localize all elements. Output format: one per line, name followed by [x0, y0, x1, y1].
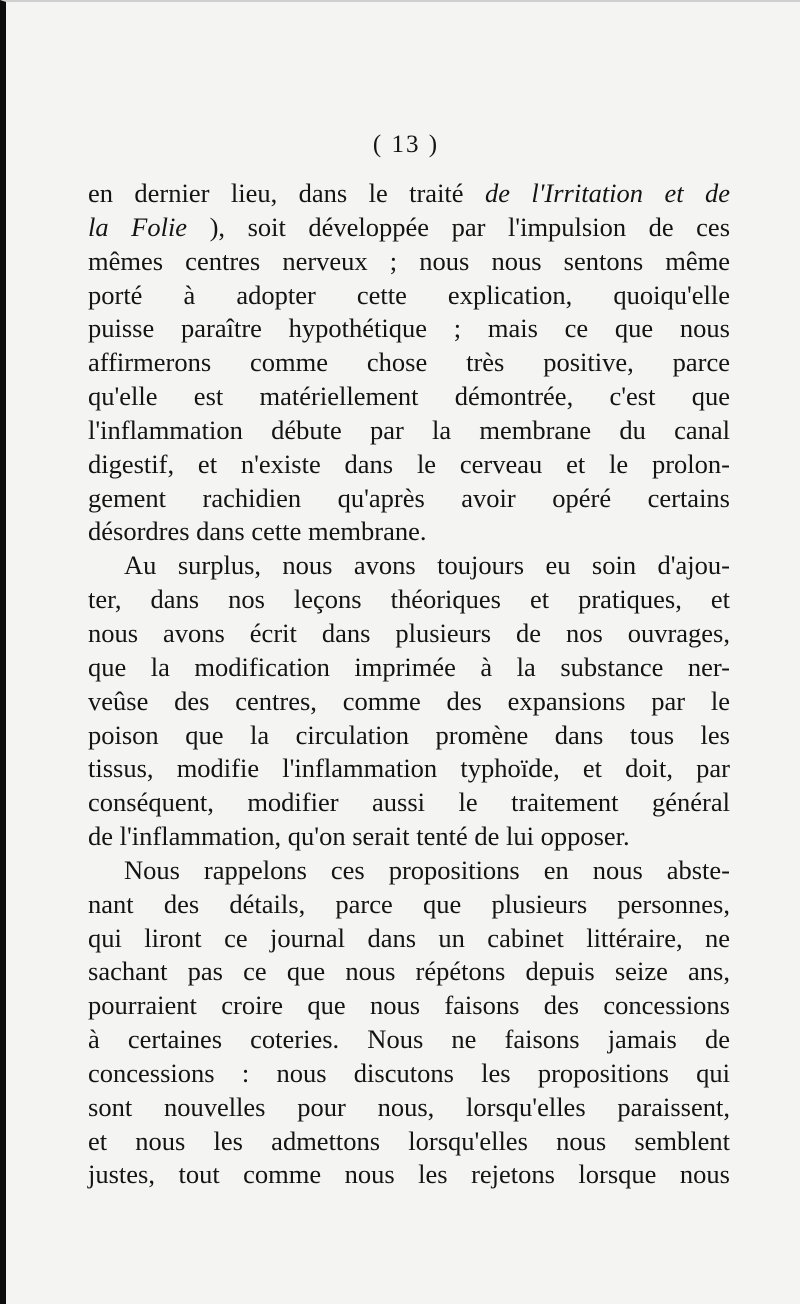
- text-segment: digestif, et n'existe dans le cerveau et le prolon-: [88, 448, 730, 479]
- text-line: [88, 211, 730, 245]
- paragraph: [88, 549, 730, 854]
- text-line: [88, 786, 730, 820]
- text-line: [88, 752, 730, 786]
- text-segment: gement rachidien qu'après avoir opéré certains: [88, 482, 730, 513]
- text-line: [88, 719, 730, 753]
- text-segment: que la modification imprimée à la substance ner-: [88, 651, 730, 682]
- text-segment: sont nouvelles pour nous, lorsqu'elles paraissent,: [88, 1091, 730, 1122]
- text-segment: qu'elle est matériellement démontrée, c'est que: [88, 381, 730, 412]
- text-segment: ), soit développée par l'impulsion de ces: [187, 211, 731, 242]
- text-line: [88, 414, 730, 448]
- page-number: ( 13 ): [372, 131, 440, 158]
- paragraph: [88, 177, 730, 549]
- text-segment: justes, tout comme nous les rejetons lorsque nous: [88, 1159, 730, 1190]
- text-segment: pourraient croire que nous faisons des concessions: [88, 990, 730, 1021]
- body-text: [88, 177, 730, 1192]
- text-line: [88, 312, 730, 346]
- text-line: [88, 617, 730, 651]
- text-line: [88, 651, 730, 685]
- text-line: [88, 245, 730, 279]
- text-segment: poison que la circulation promène dans tous les: [88, 719, 730, 750]
- text-segment: affirmerons comme chose très positive, parce: [88, 347, 730, 378]
- text-segment: tissus, modifie l'inflammation typhoïde, et doit, par: [88, 753, 730, 784]
- text-line: [88, 279, 730, 313]
- paragraph: [88, 854, 730, 1192]
- text-line: [88, 1091, 730, 1125]
- text-segment: conséquent, modifier aussi le traitement général: [88, 787, 730, 818]
- text-line: [88, 1158, 730, 1192]
- text-line: [88, 380, 730, 414]
- text-line: [88, 1057, 730, 1091]
- text-segment: sachant pas ce que nous répétons depuis seize ans,: [88, 956, 730, 987]
- text-segment: nous avons écrit dans plusieurs de nos ouvrages,: [88, 617, 730, 648]
- text-line: [88, 888, 730, 922]
- text-segment: à certaines coteries. Nous ne faisons jamais de: [88, 1024, 730, 1055]
- text-line: [88, 685, 730, 719]
- text-line: [88, 820, 730, 854]
- text-line: [88, 955, 730, 989]
- text-line: [88, 854, 730, 888]
- text-line: [88, 922, 730, 956]
- text-line: [88, 1023, 730, 1057]
- text-line: [88, 989, 730, 1023]
- text-segment: Au surplus, nous avons toujours eu soin d'ajou-: [124, 550, 730, 581]
- text-segment: veûse des centres, comme des expansions par le: [88, 685, 730, 716]
- text-line: [88, 515, 730, 549]
- text-segment: mêmes centres nerveux ; nous nous sentons même: [88, 245, 730, 276]
- text-segment: en dernier lieu, dans le traité: [88, 178, 485, 208]
- text-line: [88, 448, 730, 482]
- text-segment: Nous rappelons ces propositions en nous abste-: [124, 854, 730, 885]
- text-segment: qui liront ce journal dans un cabinet littéraire, ne: [88, 922, 730, 953]
- text-line: [88, 1125, 730, 1159]
- text-line: [88, 482, 730, 516]
- text-segment: et nous les admettons lorsqu'elles nous semblent: [88, 1125, 730, 1156]
- text-segment: porté à adopter cette explication, quoiqu'elle: [88, 279, 730, 310]
- text-line: [88, 549, 730, 583]
- text-segment: désordres dans cette membrane.: [88, 516, 427, 547]
- text-line: [88, 177, 730, 211]
- italic-title-text: de l'Irritation et de: [484, 178, 730, 208]
- text-segment: concessions : nous discutons les propositions qui: [88, 1057, 730, 1088]
- text-segment: de l'inflammation, qu'on serait tenté de lui opposer.: [88, 821, 630, 852]
- text-segment: ter, dans nos leçons théoriques et pratiques, et: [88, 584, 730, 615]
- text-line: [88, 346, 730, 380]
- text-segment: nant des détails, parce que plusieurs personnes,: [88, 888, 730, 919]
- text-segment: puisse paraître hypothétique ; mais ce que nous: [88, 313, 730, 344]
- text-line: [88, 583, 730, 617]
- text-segment: l'inflammation débute par la membrane du canal: [88, 414, 730, 445]
- italic-title-text: la Folie: [88, 211, 188, 242]
